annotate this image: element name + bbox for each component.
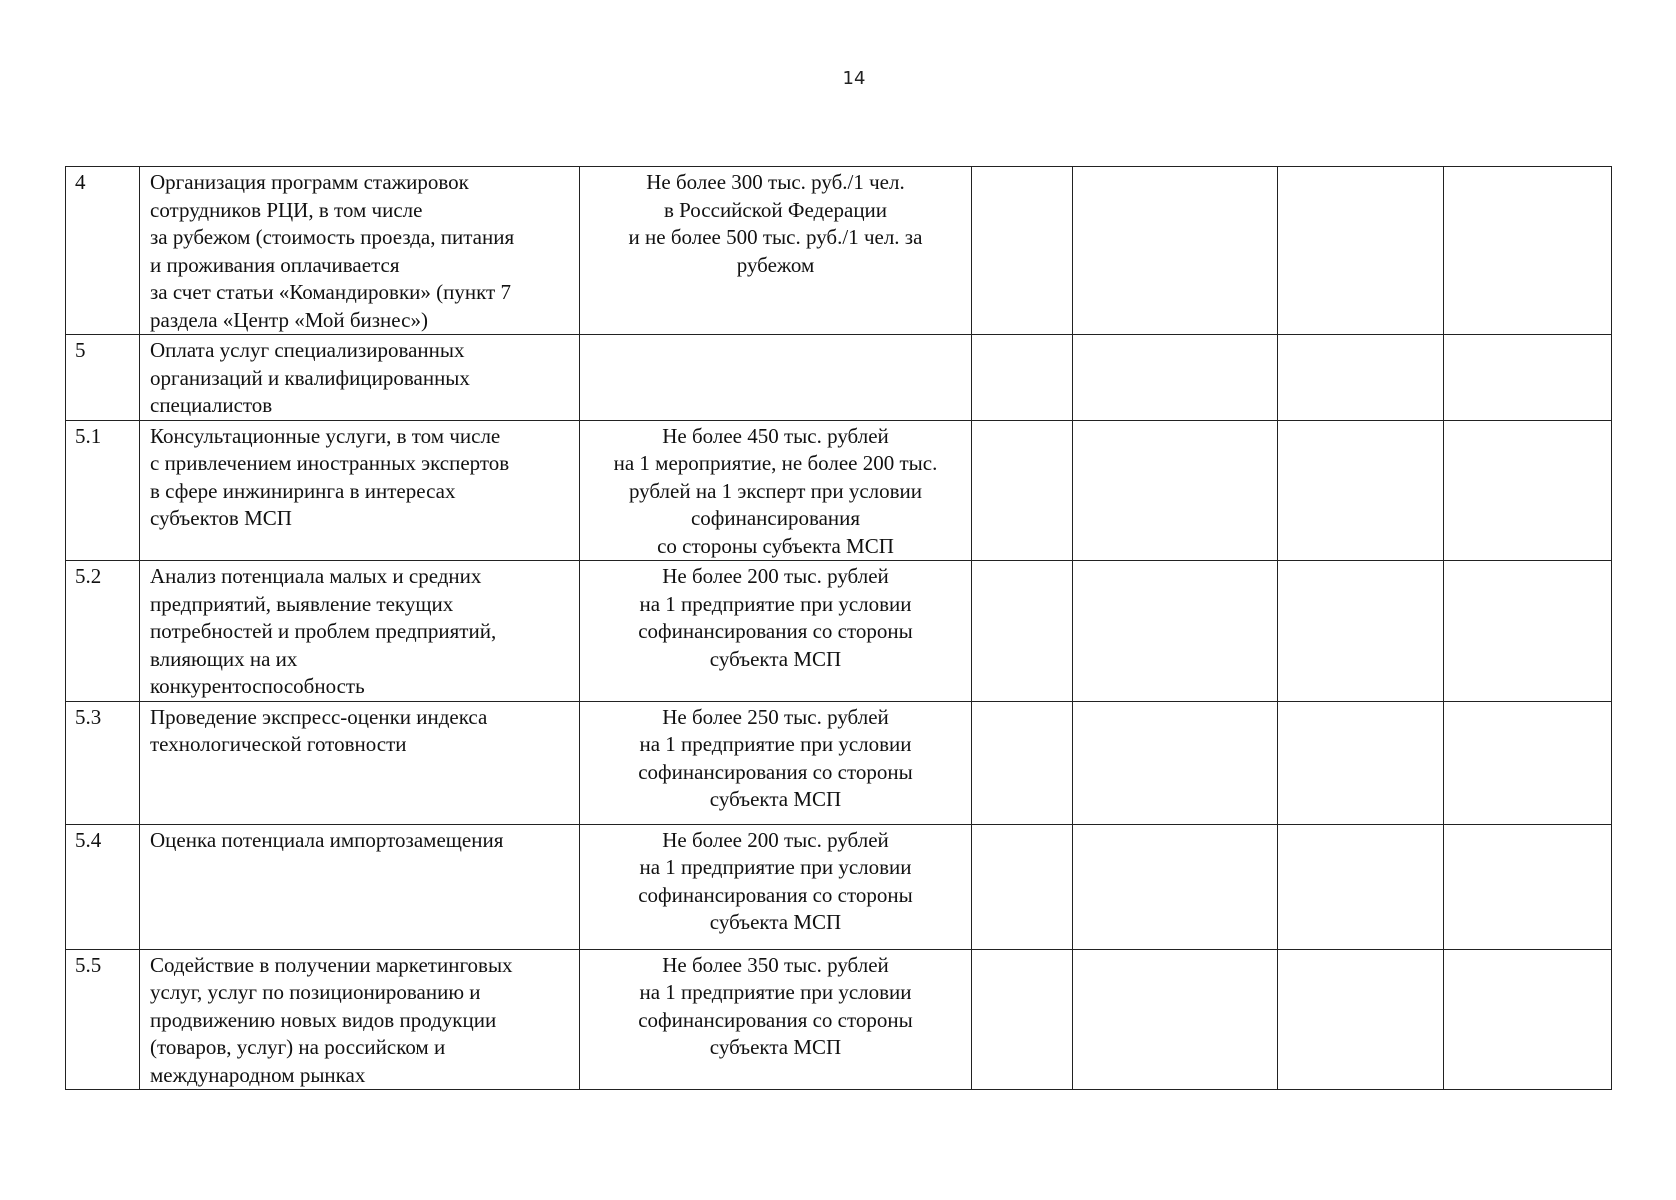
empty-cell — [1444, 335, 1612, 421]
table-row — [66, 949, 1612, 1090]
empty-cell — [972, 420, 1073, 561]
empty-cell — [1278, 167, 1444, 335]
table-row — [66, 561, 1612, 702]
empty-cell — [1278, 949, 1444, 1090]
row-cost-limit: Не более 350 тыс. рублей на 1 предприятие при условии софинансирования со стороны субъекта МСП — [580, 949, 972, 1090]
table-row — [66, 335, 1612, 421]
row-cost-limit: Не более 450 тыс. рублей на 1 мероприятие, не более 200 тыс. рублей на 1 эксперт при условии софинансирования со стороны субъекта МСП — [580, 420, 972, 561]
empty-cell — [1444, 701, 1612, 824]
row-description: Оценка потенциала импортозамещения — [140, 824, 580, 949]
table-row — [66, 167, 1612, 335]
empty-cell — [1278, 561, 1444, 702]
row-number: 5.3 — [66, 701, 140, 824]
row-description: Оплата услуг специализированных организаций и квалифицированных специалистов — [140, 335, 580, 421]
row-description: Содействие в получении маркетинговых услуг, услуг по позиционированию и продвижению новых видов продукции (товаров, услуг) на российском и международном рынках — [140, 949, 580, 1090]
row-number: 4 — [66, 167, 140, 335]
empty-cell — [1073, 420, 1278, 561]
row-number: 5.1 — [66, 420, 140, 561]
empty-cell — [972, 335, 1073, 421]
empty-cell — [972, 949, 1073, 1090]
empty-cell — [1073, 167, 1278, 335]
row-description: Организация программ стажировок сотрудников РЦИ, в том числе за рубежом (стоимость проезда, питания и проживания оплачивается за счет статьи «Командировки» (пункт 7 раздела «Центр «Мой бизнес») — [140, 167, 580, 335]
empty-cell — [1073, 561, 1278, 702]
row-cost-limit — [580, 335, 972, 421]
empty-cell — [1073, 335, 1278, 421]
empty-cell — [1444, 824, 1612, 949]
row-description: Консультационные услуги, в том числе с привлечением иностранных экспертов в сфере инжиниринга в интересах субъектов МСП — [140, 420, 580, 561]
empty-cell — [1278, 420, 1444, 561]
row-number: 5.5 — [66, 949, 140, 1090]
empty-cell — [972, 701, 1073, 824]
empty-cell — [1073, 824, 1278, 949]
empty-cell — [1444, 420, 1612, 561]
empty-cell — [1073, 701, 1278, 824]
empty-cell — [1444, 561, 1612, 702]
row-number: 5.2 — [66, 561, 140, 702]
row-cost-limit: Не более 300 тыс. руб./1 чел. в Российской Федерации и не более 500 тыс. руб./1 чел. за рубежом — [580, 167, 972, 335]
table-row — [66, 701, 1612, 824]
empty-cell — [1444, 949, 1612, 1090]
empty-cell — [1444, 167, 1612, 335]
empty-cell — [972, 561, 1073, 702]
row-number: 5 — [66, 335, 140, 421]
empty-cell — [1278, 701, 1444, 824]
empty-cell — [972, 824, 1073, 949]
table-row — [66, 420, 1612, 561]
row-number: 5.4 — [66, 824, 140, 949]
page-number: 14 — [842, 68, 866, 89]
row-description: Анализ потенциала малых и средних предприятий, выявление текущих потребностей и проблем предприятий, влияющих на их конкурентоспособность — [140, 561, 580, 702]
row-cost-limit: Не более 250 тыс. рублей на 1 предприятие при условии софинансирования со стороны субъекта МСП — [580, 701, 972, 824]
empty-cell — [972, 167, 1073, 335]
table-row — [66, 824, 1612, 949]
empty-cell — [1278, 335, 1444, 421]
row-description: Проведение экспресс-оценки индекса технологической готовности — [140, 701, 580, 824]
row-cost-limit: Не более 200 тыс. рублей на 1 предприятие при условии софинансирования со стороны субъекта МСП — [580, 561, 972, 702]
cost-table — [65, 166, 1612, 1090]
row-cost-limit: Не более 200 тыс. рублей на 1 предприятие при условии софинансирования со стороны субъекта МСП — [580, 824, 972, 949]
empty-cell — [1278, 824, 1444, 949]
empty-cell — [1073, 949, 1278, 1090]
